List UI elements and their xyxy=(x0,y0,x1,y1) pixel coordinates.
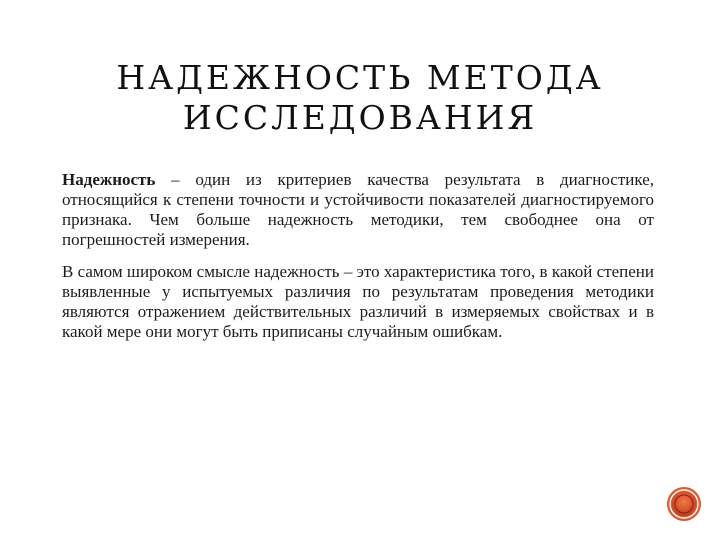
paragraph-broad-sense: В самом широком смысле надежность – это характеристика того, в какой степени выявленные у испытуемых различия по результатам проведения методики являются отражением действительных различий в измеряемых свойствах и в какой мере они могут быть приписаны случайным ошибкам. xyxy=(62,262,654,341)
title-line-1: НАДЕЖНОСТЬ МЕТОДА xyxy=(116,58,604,97)
title-line-2: ИССЛЕДОВАНИЯ xyxy=(182,98,538,137)
round-orange-badge-icon[interactable] xyxy=(666,486,702,522)
paragraph-definition xyxy=(62,170,654,250)
slide-title xyxy=(60,58,660,138)
slide-body xyxy=(62,170,654,354)
definition-text: – один из критериев качества результата в диагностике, относящийся к степени точности и устойчивости показателей диагностируемого признака. Чем больше надежность методики, тем свободнее она от погрешностей измерения. xyxy=(62,170,654,249)
definition-term: Надежность xyxy=(62,170,156,189)
